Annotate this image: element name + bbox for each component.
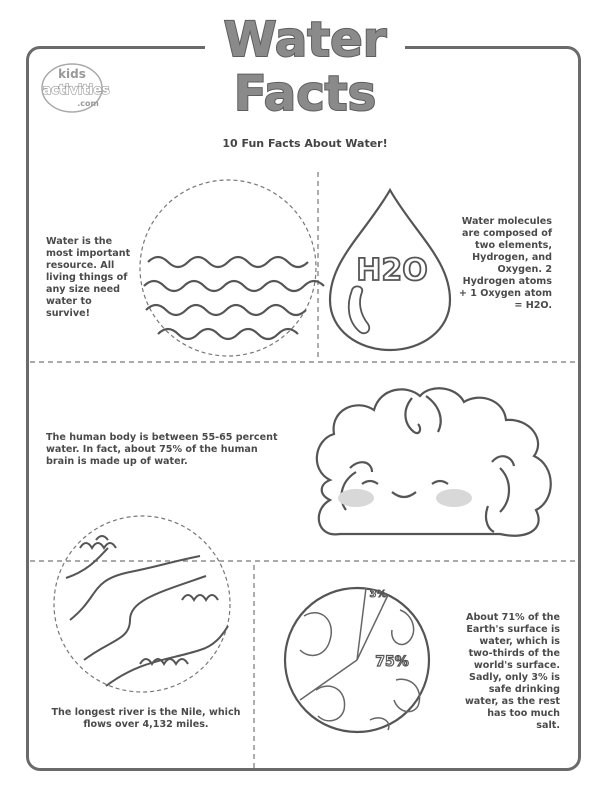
page-subtitle: 10 Fun Facts About Water! bbox=[222, 137, 388, 150]
title-line-2: Facts bbox=[233, 66, 377, 118]
globe-large-label: 75% bbox=[375, 654, 409, 670]
brain-character-icon bbox=[317, 388, 551, 535]
logo-text-kids: kids bbox=[58, 67, 86, 81]
drop-label: H2O bbox=[356, 253, 428, 288]
waves-icon bbox=[140, 180, 324, 356]
water-drop-icon bbox=[330, 190, 450, 350]
title-line-1: Water bbox=[223, 12, 387, 68]
earth-pie-icon bbox=[285, 588, 429, 732]
globe-small-label: 3% bbox=[369, 589, 387, 600]
fact-water-molecules: Water molecules are composed of two elements, Hydrogen, and Oxygen. 2 Hydrogen atoms + 1 Oxygen atom = H2O. bbox=[458, 216, 552, 311]
fact-earth-surface: About 71% of the Earth's surface is water, which is two-thirds of the world's surface. Sadly, only 3% is safe drinking water, as the rest has too much salt. bbox=[464, 612, 560, 731]
river-icon bbox=[54, 516, 230, 692]
fact-human-body: The human body is between 55-65 percent water. In fact, about 75% of the human brain is made up of water. bbox=[46, 432, 278, 467]
logo-text-activities: activities bbox=[42, 83, 110, 98]
logo-text-com: .com bbox=[77, 99, 99, 108]
fact-nile-river: The longest river is the Nile, which flows over 4,132 miles. bbox=[51, 707, 241, 730]
fact-water-resource: Water is the most important resource. All living things of any size need water to survive! bbox=[46, 236, 131, 319]
